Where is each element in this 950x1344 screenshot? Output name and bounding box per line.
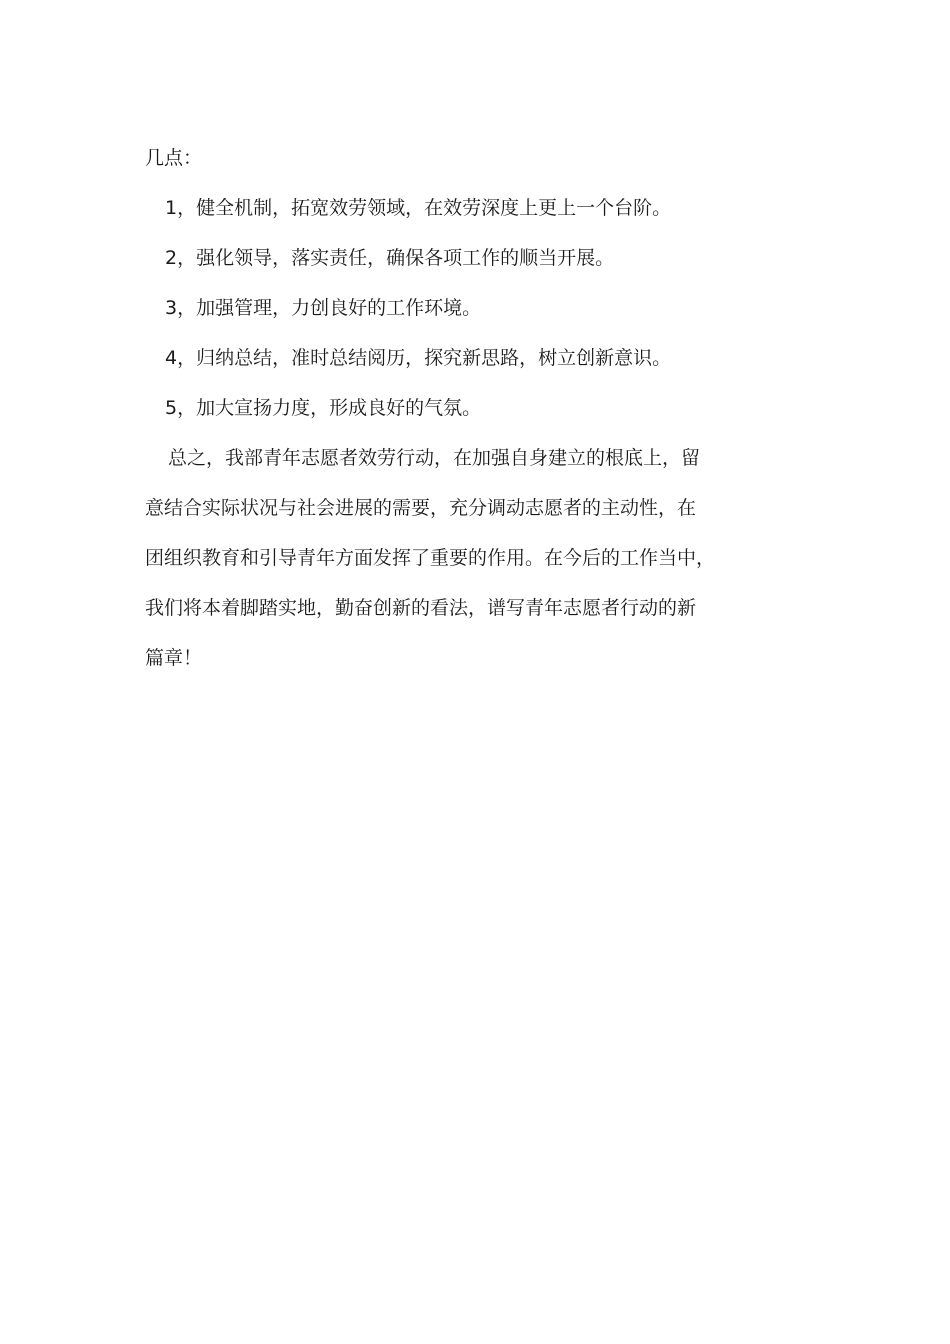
list-item-3: 3，加强管理，力创良好的工作环境。 xyxy=(165,297,482,319)
conclusion-line-1: 总之，我部青年志愿者效劳行动，在加强自身建立的根底上，留 xyxy=(168,447,701,469)
document-body xyxy=(145,133,815,683)
list-item-4: 4，归纳总结，准时总结阅历，探究新思路，树立创新意识。 xyxy=(165,347,672,369)
list-item-1: 1，健全机制，拓宽效劳领域，在效劳深度上更上一个台阶。 xyxy=(165,197,672,219)
conclusion-line-3: 团组织教育和引导青年方面发挥了重要的作用。在今后的工作当中， xyxy=(145,547,716,569)
conclusion-line-2: 意结合实际状况与社会进展的需要，充分调动志愿者的主动性，在 xyxy=(145,497,697,519)
conclusion-line-4: 我们将本着脚踏实地，勤奋创新的看法，谱写青年志愿者行动的新 xyxy=(145,597,697,619)
intro-line: 几点： xyxy=(145,147,203,169)
conclusion-line-5: 篇章！ xyxy=(145,647,203,669)
list-item-5: 5，加大宣扬力度，形成良好的气氛。 xyxy=(165,397,482,419)
list-item-2: 2，强化领导，落实责任，确保各项工作的顺当开展。 xyxy=(165,247,615,269)
